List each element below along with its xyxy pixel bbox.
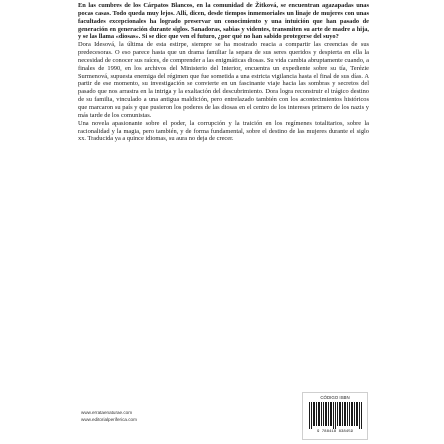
synopsis-paragraph: Dora Idesová, la última de esta estirpe, siempre se ha mostrado reacia a compartir las creencias de sus predecesoras. O eso parece hasta que un drama familiar la separa de sus seres queridos y despierta en ella la necesidad de conocer sus raíces, de comprender a las enigmáticas diosas. Su vida cambia abruptamente cuando, a finales de 1990, en los archivos del Ministerio del Interior, encuentra un expediente sobre su tía, Terézie Surmenová, supuesta enemiga del régimen que fue sometida a una estricta vigilancia hasta el final de sus días. A partir de ese momento, su investigación se convierte en un fascinante viaje hacia las sombras y secretos del pasado que nos arrastra en la intriga y la exaltación del descubrimiento. Dora logra reconstruir el trágico destino de su familia, vinculado a una antigua maldición, pero entrelazado también con los acontecimientos históricos que marcaron su país y que pusieron los poderes de las diosas en el centro de los intereses primero de los nazis y más tarde de los comunistas. (78, 41, 369, 119)
synopsis-paragraph: Una novela apasionante sobre el poder, la corrupción y la traición en los regímenes totalitarios, sobre la racionalidad y la magia, pero también, y de forma fundamental, sobre el destino de las mujeres durante el siglo xx. Traducida ya a quince idiomas, su aura no deja de crecer. (78, 119, 369, 143)
isbn-number: 9 788418 838459 (316, 430, 353, 434)
barcode-icon (307, 402, 363, 429)
barcode-label: CÓDIGO ISBN (320, 395, 350, 400)
synopsis-paragraph: En las cumbres de los Cárpatos Blancos, en la comunidad de Žitková, se encuentran agazapadas unas pocas casas. Todo queda muy lejos. Allí, dicen, desde tiempos inmemoriales un linaje de mujeres con unas facultades excepcionales ha logrado preservar un conocimiento y una intuición que han pasado de generación en generación durante siglos. Sanadoras, sabias y videntes, transmiten su arte de madre a hija, y se las llama «diosas». Si se dice que ven el futuro, ¿por qué no han sabido protegerse del suyo? (78, 2, 369, 41)
publisher-url: www.editorialperiferica.com (81, 417, 137, 422)
synopsis-text (78, 2, 369, 143)
publisher-url: www.errataenaturae.com (81, 410, 133, 415)
isbn-barcode (302, 392, 368, 440)
publisher-urls (81, 409, 137, 423)
